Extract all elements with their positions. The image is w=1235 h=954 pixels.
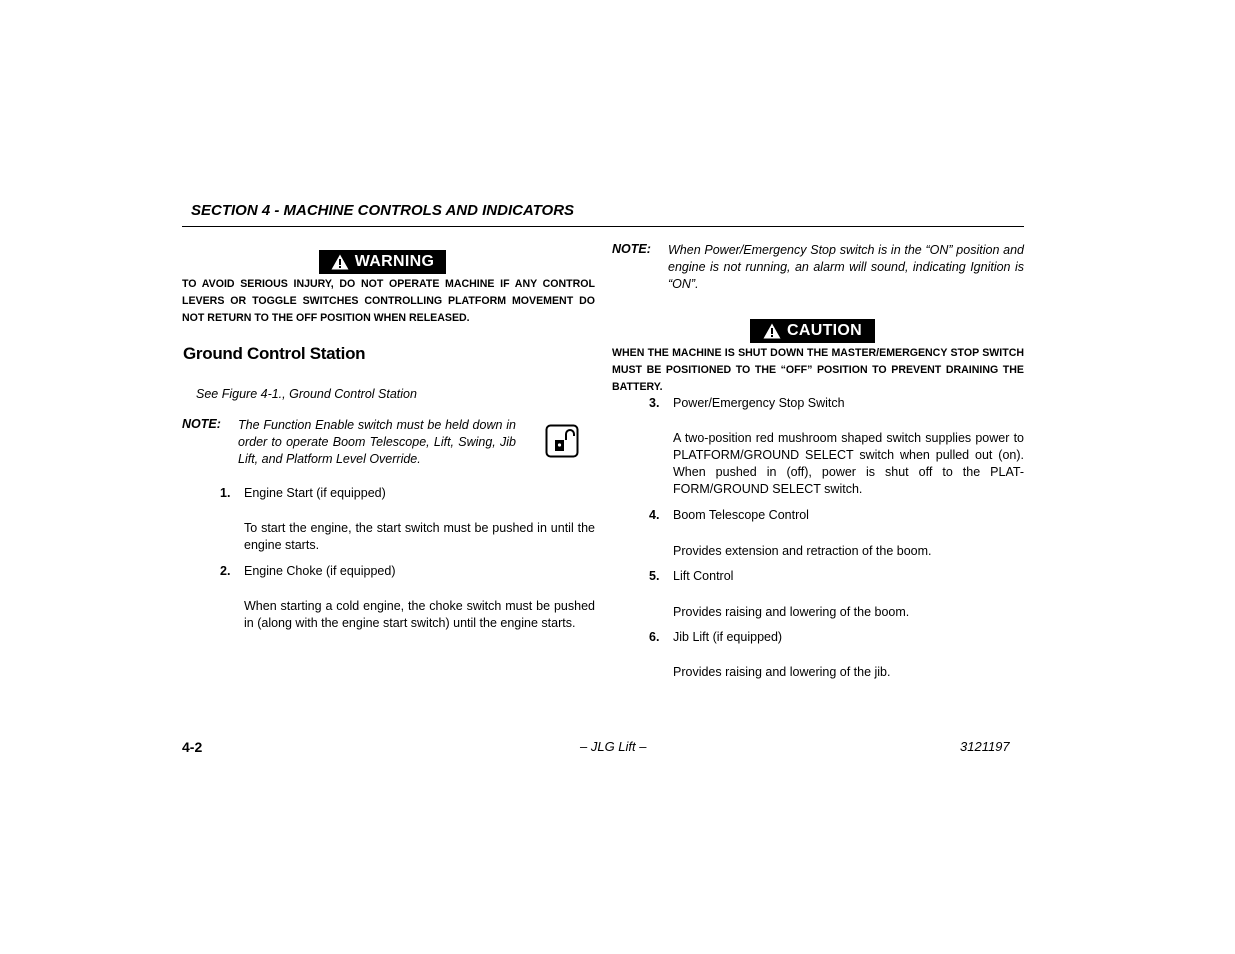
item-title: Boom Telescope Control [673,508,809,522]
note-label: NOTE: [182,417,221,431]
header-rule [182,226,1024,227]
caution-badge-label: CAUTION [787,322,862,339]
page-number: 4-2 [182,739,203,755]
item-title: Power/Emergency Stop Switch [673,396,845,410]
warning-text: TO AVOID SERIOUS INJURY, DO NOT OPERATE MACHINE IF ANY CONTROL LEVERS OR TOGGLE SWITCHES CONTROLLING PLATFORM MOVEMENT DO NOT RETURN TO THE OFF POSITION WHEN RELEASED. [182,278,595,324]
item-title: Jib Lift (if equipped) [673,630,783,644]
emergency-stop-note: When Power/Emergency Stop switch is in the “ON” position and engine is not running, an alarm will sound, indicating Ignition is “ON”. [668,243,1024,291]
caution-badge [750,319,875,343]
ground-control-heading: Ground Control Station [183,344,366,363]
section-title: SECTION 4 - MACHINE CONTROLS AND INDICATORS [191,202,575,219]
note-label: NOTE: [612,242,651,256]
item-number: 4. [649,508,660,522]
function-enable-switch-icon [545,424,579,458]
document-number: 3121197 [960,739,1010,754]
footer-brand: – JLG Lift – [580,739,647,754]
item-title: Engine Start (if equipped) [244,486,386,500]
item-number: 6. [649,630,660,644]
item-title: Lift Control [673,569,734,583]
warning-triangle-icon [763,323,781,339]
caution-text: WHEN THE MACHINE IS SHUT DOWN THE MASTER/EMERGENCY STOP SWITCH MUST BE POSITIONED TO THE “OFF” POSITION TO PREVENT DRAINING THE BATTERY. [612,347,1024,393]
item-number: 1. [220,486,231,500]
item-description: When starting a cold engine, the choke switch must be pushed in (along with the engine start switch) until the engine starts. [244,599,595,630]
item-title: Engine Choke (if equipped) [244,564,396,578]
warning-badge-label: WARNING [354,253,435,270]
item-number: 2. [220,564,231,578]
item-description: Provides raising and lowering of the jib. [673,665,891,679]
item-description: To start the engine, the start switch must be pushed in until the engine starts. [244,521,595,552]
item-number: 5. [649,569,660,583]
item-description: Provides raising and lowering of the boom. [673,605,910,619]
item-number: 3. [649,396,660,410]
item-description: Provides extension and retraction of the boom. [673,544,932,558]
figure-reference: See Figure 4-1., Ground Control Station [196,387,417,401]
item-description: A two-position red mushroom shaped switch supplies power to PLATFORM/GROUND SELECT switch when pulled out (on). When pushed in (off), power is shut off to the PLAT-FORM/GROUND SELECT switch. [673,431,1024,496]
function-enable-note: The Function Enable switch must be held down in order to operate Boom Telescope, Lift, Swing, Jib Lift, and Platform Level Override. [238,418,516,466]
warning-triangle-icon [331,254,349,270]
warning-badge [319,250,446,274]
